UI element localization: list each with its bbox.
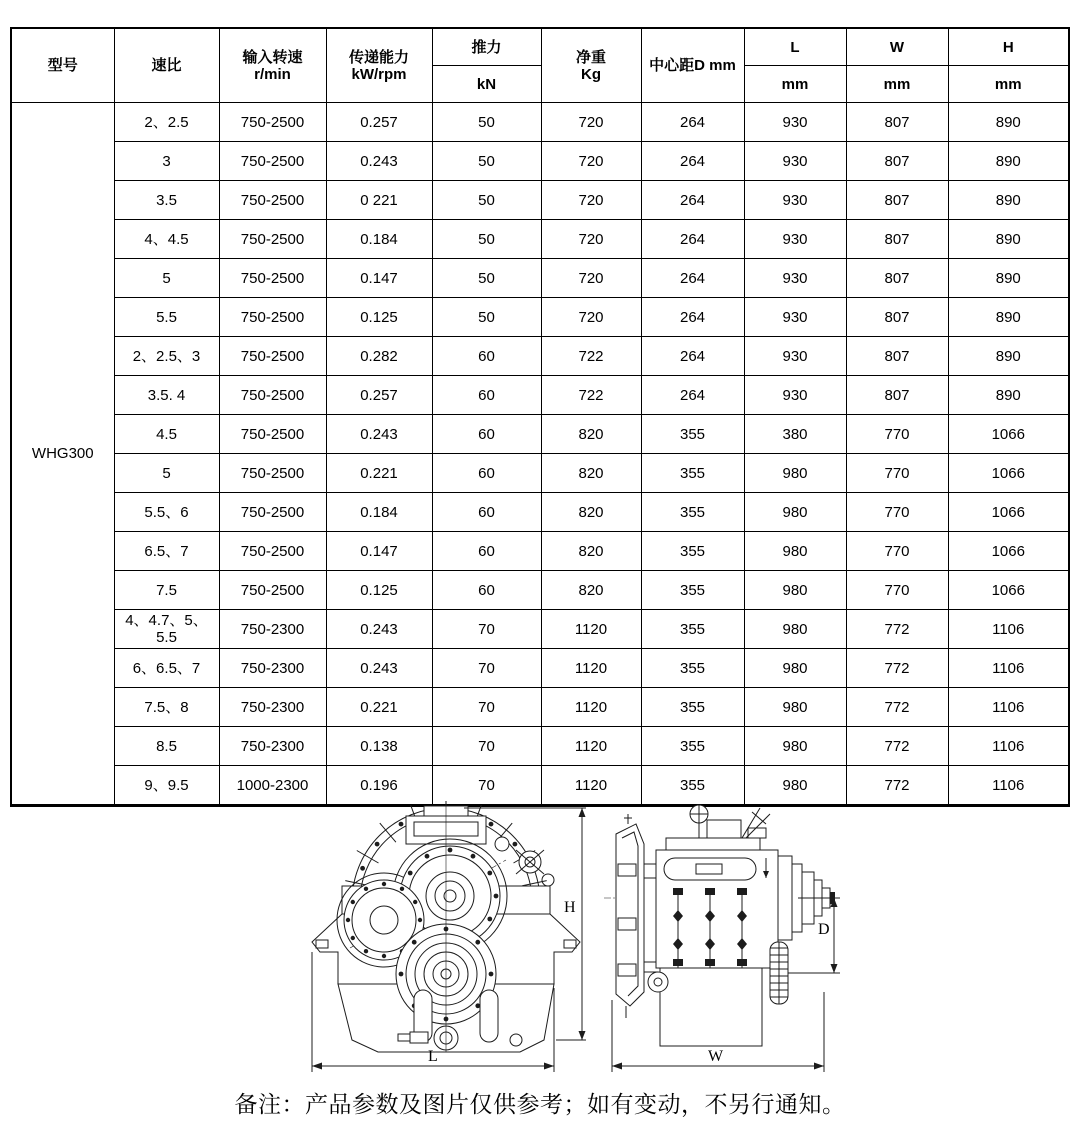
pto-flange: [770, 942, 788, 1004]
table-cell: 1106: [948, 649, 1069, 688]
col-header-center-distance: 中心距D mm: [641, 28, 744, 103]
table-cell: 772: [846, 649, 948, 688]
table-cell: 750-2500: [219, 415, 326, 454]
table-cell: 980: [744, 493, 846, 532]
table-cell: 720: [541, 298, 641, 337]
table-row: [11, 298, 1069, 337]
table-cell: 70: [432, 766, 541, 806]
table-row: [11, 181, 1069, 220]
table-cell: 750-2300: [219, 688, 326, 727]
table-cell: 0.196: [326, 766, 432, 806]
table-cell: 1066: [948, 454, 1069, 493]
technical-drawings: [298, 800, 842, 1078]
table-cell: 0.243: [326, 142, 432, 181]
table-cell: 0.243: [326, 415, 432, 454]
table-cell: 264: [641, 337, 744, 376]
table-cell: 720: [541, 103, 641, 142]
col-header-capacity-line2: kW/rpm: [351, 65, 407, 83]
col-header-capacity: [326, 28, 432, 103]
col-header-input-speed-line1: 输入转速: [242, 48, 303, 66]
table-row: [11, 415, 1069, 454]
table-cell: 1106: [948, 610, 1069, 649]
table-cell: 807: [846, 376, 948, 415]
table-cell: 980: [744, 610, 846, 649]
table-cell: 1106: [948, 766, 1069, 806]
table-cell: 772: [846, 610, 948, 649]
d-dimension-label: D: [818, 921, 830, 938]
col-header-model: 型号: [11, 28, 114, 103]
table-row: [11, 571, 1069, 610]
col-header-ratio: 速比: [114, 28, 219, 103]
table-cell: 6.5、7: [114, 532, 219, 571]
table-row: [11, 142, 1069, 181]
table-row: [11, 493, 1069, 532]
table-cell: 4、4.7、5、5.5: [114, 610, 219, 649]
table-cell: 0.147: [326, 259, 432, 298]
table-cell: 807: [846, 103, 948, 142]
table-cell: 0.184: [326, 220, 432, 259]
table-cell: 807: [846, 298, 948, 337]
table-row: [11, 727, 1069, 766]
table-cell: 2、2.5、3: [114, 337, 219, 376]
mounting-flange: [616, 814, 644, 1018]
col-header-h: H: [948, 28, 1069, 66]
table-cell: 0.125: [326, 298, 432, 337]
table-cell: 50: [432, 298, 541, 337]
table-cell: 750-2500: [219, 259, 326, 298]
table-cell: 0.221: [326, 688, 432, 727]
table-row: [11, 376, 1069, 415]
table-cell: 4.5: [114, 415, 219, 454]
side-view-drawing: [602, 800, 842, 1078]
table-cell: 50: [432, 259, 541, 298]
table-cell: 750-2500: [219, 337, 326, 376]
table-cell: 355: [641, 688, 744, 727]
table-cell: 3.5. 4: [114, 376, 219, 415]
table-cell: 807: [846, 181, 948, 220]
table-cell: 930: [744, 337, 846, 376]
table-cell: 890: [948, 337, 1069, 376]
table-cell: 750-2500: [219, 532, 326, 571]
table-cell: 6、6.5、7: [114, 649, 219, 688]
table-cell: 0.184: [326, 493, 432, 532]
col-header-l-unit: mm: [744, 66, 846, 103]
table-cell: 355: [641, 415, 744, 454]
table-cell: 930: [744, 220, 846, 259]
table-cell: 264: [641, 103, 744, 142]
table-cell: 355: [641, 727, 744, 766]
table-cell: 355: [641, 493, 744, 532]
h-dimension-label: H: [564, 899, 576, 916]
table-cell: 3: [114, 142, 219, 181]
col-header-weight: [541, 28, 641, 103]
table-cell: 50: [432, 142, 541, 181]
table-cell: 772: [846, 727, 948, 766]
table-cell: 930: [744, 298, 846, 337]
table-cell: 0.243: [326, 649, 432, 688]
table-cell: 890: [948, 142, 1069, 181]
table-cell: 5.5: [114, 298, 219, 337]
table-cell: 0 221: [326, 181, 432, 220]
table-cell: 5.5、6: [114, 493, 219, 532]
table-cell: 890: [948, 259, 1069, 298]
table-cell: 807: [846, 142, 948, 181]
table-cell: 720: [541, 220, 641, 259]
table-cell: 264: [641, 142, 744, 181]
table-cell: 9、9.5: [114, 766, 219, 806]
table-cell: 890: [948, 298, 1069, 337]
table-cell: 772: [846, 688, 948, 727]
table-cell: 264: [641, 181, 744, 220]
table-row: [11, 220, 1069, 259]
col-header-w-unit: mm: [846, 66, 948, 103]
table-cell: 980: [744, 727, 846, 766]
table-cell: 5: [114, 454, 219, 493]
table-cell: 70: [432, 727, 541, 766]
table-row: [11, 532, 1069, 571]
table-cell: 355: [641, 532, 744, 571]
spec-table-header: [11, 28, 1069, 103]
table-cell: 770: [846, 454, 948, 493]
oil-pan-side: [648, 968, 762, 1046]
table-cell: 750-2500: [219, 454, 326, 493]
table-cell: 980: [744, 571, 846, 610]
table-cell: 0.221: [326, 454, 432, 493]
remark-note: 备注：产品参数及图片仅供参考；如有变动，不另行通知。: [234, 1091, 846, 1117]
table-body: [11, 103, 1069, 806]
col-header-thrust-unit: kN: [432, 66, 541, 103]
table-cell: 355: [641, 571, 744, 610]
table-cell: 720: [541, 142, 641, 181]
table-cell: 355: [641, 649, 744, 688]
table-cell: 770: [846, 493, 948, 532]
table-cell: 0.257: [326, 376, 432, 415]
table-cell: 807: [846, 337, 948, 376]
table-cell: 750-2300: [219, 610, 326, 649]
table-cell: 264: [641, 220, 744, 259]
table-cell: 0.243: [326, 610, 432, 649]
col-header-weight-line1: 净重: [575, 48, 606, 66]
table-cell: 0.138: [326, 727, 432, 766]
table-cell: 50: [432, 220, 541, 259]
table-cell: 1066: [948, 493, 1069, 532]
table-cell: 50: [432, 103, 541, 142]
table-row: [11, 454, 1069, 493]
col-header-w: W: [846, 28, 948, 66]
col-header-input-speed-line2: r/min: [254, 65, 291, 83]
table-cell: 770: [846, 532, 948, 571]
table-cell: 70: [432, 610, 541, 649]
table-cell: 980: [744, 532, 846, 571]
table-cell: 60: [432, 532, 541, 571]
table-cell: 1120: [541, 688, 641, 727]
table-cell: 50: [432, 181, 541, 220]
table-cell: 980: [744, 454, 846, 493]
table-cell: 0.257: [326, 103, 432, 142]
table-cell: 60: [432, 454, 541, 493]
front-view-drawing: [298, 800, 588, 1078]
table-cell: 1120: [541, 649, 641, 688]
table-cell: 980: [744, 688, 846, 727]
table-cell: 264: [641, 259, 744, 298]
control-assembly: [690, 805, 770, 838]
table-cell: 820: [541, 493, 641, 532]
table-cell: 980: [744, 766, 846, 806]
col-header-h-unit: mm: [948, 66, 1069, 103]
table-cell: 1106: [948, 727, 1069, 766]
table-cell: 355: [641, 766, 744, 806]
table-cell: 820: [541, 415, 641, 454]
table-cell: 930: [744, 142, 846, 181]
table-cell: 890: [948, 103, 1069, 142]
table-row: [11, 103, 1069, 142]
table-cell: 264: [641, 376, 744, 415]
table-cell: 60: [432, 493, 541, 532]
table-cell: 1120: [541, 610, 641, 649]
table-cell: 770: [846, 571, 948, 610]
table-cell: 820: [541, 454, 641, 493]
table-cell: 1066: [948, 571, 1069, 610]
table-cell: 807: [846, 259, 948, 298]
table-row: [11, 610, 1069, 649]
table-cell: 7.5: [114, 571, 219, 610]
table-cell: 772: [846, 766, 948, 806]
table-cell: 7.5、8: [114, 688, 219, 727]
col-header-weight-line2: Kg: [581, 65, 601, 83]
table-cell: 1000-2300: [219, 766, 326, 806]
table-cell: 355: [641, 610, 744, 649]
table-cell: 770: [846, 415, 948, 454]
col-header-thrust: 推力: [432, 28, 541, 66]
table-cell: 722: [541, 337, 641, 376]
table-cell: 5: [114, 259, 219, 298]
table-cell: 60: [432, 337, 541, 376]
table-cell: 60: [432, 376, 541, 415]
table-row: [11, 337, 1069, 376]
table-cell: 1066: [948, 532, 1069, 571]
table-cell: 980: [744, 649, 846, 688]
w-dimension-label: W: [708, 1048, 724, 1065]
table-cell: 807: [846, 220, 948, 259]
table-cell: 380: [744, 415, 846, 454]
table-cell: 820: [541, 571, 641, 610]
table-cell: 722: [541, 376, 641, 415]
table-cell: 750-2500: [219, 376, 326, 415]
table-cell: 750-2500: [219, 103, 326, 142]
table-cell: 264: [641, 298, 744, 337]
table-cell: 1066: [948, 415, 1069, 454]
table-cell: 750-2500: [219, 142, 326, 181]
col-header-input-speed: [219, 28, 326, 103]
table-cell: 2、2.5: [114, 103, 219, 142]
table-cell: 1120: [541, 727, 641, 766]
gearbox-housing-side: [656, 838, 778, 968]
table-cell: 70: [432, 649, 541, 688]
col-header-capacity-line1: 传递能力: [348, 48, 409, 66]
spec-table: [10, 27, 1070, 807]
table-cell: 60: [432, 415, 541, 454]
table-cell: 4、4.5: [114, 220, 219, 259]
table-cell: 60: [432, 571, 541, 610]
table-cell: 720: [541, 259, 641, 298]
table-cell: 750-2500: [219, 493, 326, 532]
l-dimension-label: L: [428, 1048, 438, 1065]
table-row: [11, 259, 1069, 298]
table-cell: 1106: [948, 688, 1069, 727]
table-row: [11, 688, 1069, 727]
table-cell: 930: [744, 376, 846, 415]
table-cell: 750-2500: [219, 220, 326, 259]
table-cell: 0.125: [326, 571, 432, 610]
table-cell: 890: [948, 220, 1069, 259]
table-cell: 750-2500: [219, 298, 326, 337]
col-header-l: L: [744, 28, 846, 66]
table-cell: 8.5: [114, 727, 219, 766]
table-cell: 355: [641, 454, 744, 493]
table-cell: 750-2500: [219, 571, 326, 610]
table-cell: 720: [541, 181, 641, 220]
table-cell: 930: [744, 181, 846, 220]
table-cell: 890: [948, 181, 1069, 220]
table-cell: 3.5: [114, 181, 219, 220]
table-cell: 0.282: [326, 337, 432, 376]
model-cell: WHG300: [11, 103, 114, 806]
table-cell: 930: [744, 103, 846, 142]
table-row: [11, 649, 1069, 688]
table-cell: 70: [432, 688, 541, 727]
table-cell: 750-2300: [219, 649, 326, 688]
table-cell: 930: [744, 259, 846, 298]
table-cell: 0.147: [326, 532, 432, 571]
table-cell: 750-2500: [219, 181, 326, 220]
table-cell: 1120: [541, 766, 641, 806]
table-cell: 820: [541, 532, 641, 571]
table-cell: 890: [948, 376, 1069, 415]
table-cell: 750-2300: [219, 727, 326, 766]
